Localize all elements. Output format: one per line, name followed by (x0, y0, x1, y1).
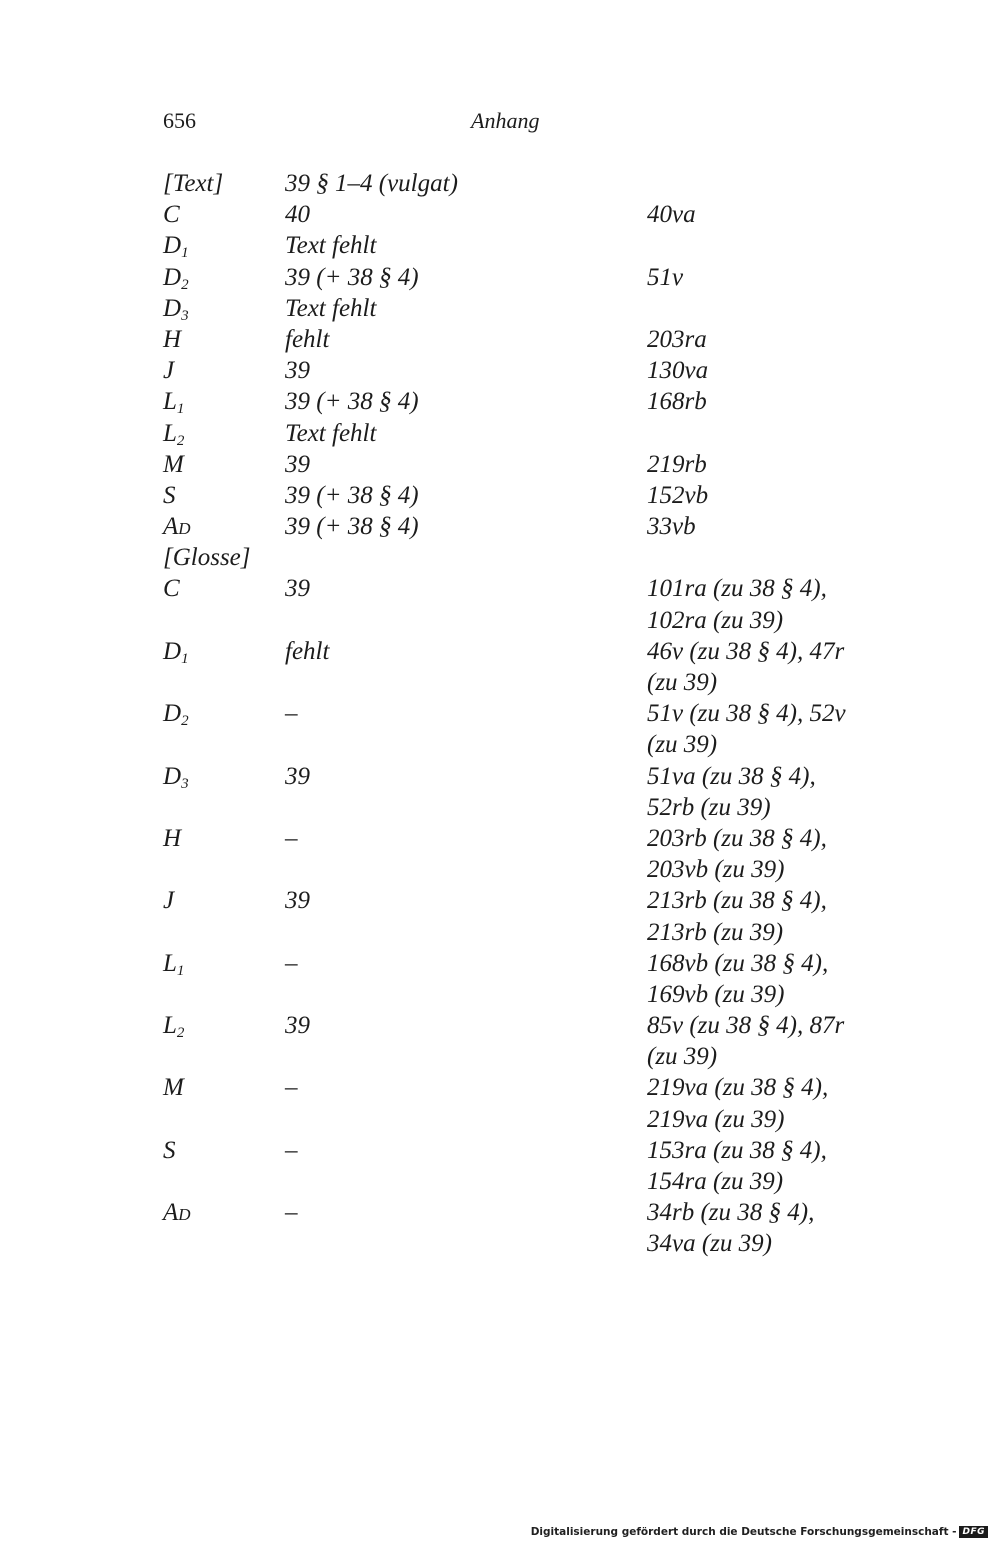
siglum-letter: C (163, 201, 180, 229)
chapter-reference: 39 (285, 357, 310, 385)
folio-reference (647, 199, 863, 230)
siglum-letter: L (163, 949, 177, 977)
manuscript-siglum (163, 511, 285, 542)
siglum-letter: [Glosse] (163, 544, 251, 572)
folio-reference (647, 386, 863, 417)
folio-reference (647, 1197, 863, 1259)
folio-line: 168rb (647, 388, 707, 416)
manuscript-siglum (163, 948, 285, 979)
table-row (163, 761, 863, 823)
table-row (163, 418, 863, 449)
folio-line: (zu 39) (647, 731, 718, 759)
folio-reference (647, 480, 863, 511)
table-row (163, 386, 863, 417)
table-row (163, 480, 863, 511)
siglum-subscript: 1 (176, 401, 185, 418)
table-row (163, 293, 863, 324)
folio-line: 213rb (zu 39) (647, 918, 784, 946)
table-row (163, 1010, 863, 1072)
folio-line: 152vb (647, 481, 709, 509)
chapter-reference: – (285, 949, 298, 977)
folio-line: 203rb (zu 38 § 4), (647, 824, 827, 852)
table-row (163, 1072, 863, 1134)
table-row (163, 449, 863, 480)
siglum-letter: C (163, 575, 180, 603)
folio-reference (647, 823, 863, 885)
manuscript-siglum (163, 636, 285, 667)
manuscript-siglum (163, 418, 285, 449)
table-row (163, 511, 863, 542)
chapter-reference: 39 (+ 38 § 4) (285, 513, 419, 541)
folio-reference (647, 542, 863, 573)
folio-line: 51va (zu 38 § 4), (647, 762, 816, 790)
siglum-letter: A (163, 1199, 179, 1227)
folio-line: 203vb (zu 39) (647, 856, 785, 884)
siglum-letter: D (163, 637, 182, 665)
siglum-letter: D (163, 263, 182, 291)
manuscript-siglum (163, 262, 285, 293)
folio-reference (647, 698, 863, 760)
folio-line: 33vb (647, 513, 696, 541)
folio-line: 154ra (zu 39) (647, 1168, 784, 1195)
chapter-reference: 39 (+ 38 § 4) (285, 481, 419, 509)
siglum-letter: H (163, 824, 182, 852)
siglum-subscript: 1 (181, 650, 189, 667)
chapter-reference: 39 (285, 450, 310, 478)
siglum-subscript: 3 (181, 775, 189, 792)
manuscript-siglum (163, 355, 285, 386)
chapter-reference: Text fehlt (285, 294, 377, 322)
folio-reference (647, 449, 863, 480)
folio-line: 219va (zu 39) (647, 1105, 785, 1133)
folio-reference (647, 418, 863, 449)
folio-line: 169vb (zu 39) (647, 980, 785, 1008)
manuscript-siglum (163, 293, 285, 324)
chapter-reference: 39 (285, 762, 310, 790)
siglum-letter: [Text] (163, 170, 224, 197)
folio-reference (647, 1135, 863, 1197)
chapter-reference: fehlt (285, 325, 330, 353)
running-title: Anhang (471, 108, 540, 133)
chapter-reference: Text fehlt (285, 232, 377, 260)
chapter-reference: 39 (285, 575, 310, 603)
siglum-subscript: 1 (176, 962, 185, 979)
folio-line: 51v (zu 38 § 4), 52v (647, 700, 846, 728)
table-row (163, 199, 863, 230)
siglum-letter: J (163, 357, 175, 385)
table-row (163, 698, 863, 760)
folio-line: 219va (zu 38 § 4), (647, 1074, 829, 1102)
siglum-letter: M (163, 1074, 184, 1102)
table-row (163, 542, 863, 573)
folio-line: 52rb (zu 39) (647, 793, 771, 821)
folio-line: 153ra (zu 38 § 4), (647, 1136, 827, 1164)
table-row (163, 885, 863, 947)
chapter-reference: – (285, 1136, 298, 1164)
chapter-reference (285, 542, 647, 573)
folio-line: 130va (647, 357, 709, 385)
manuscript-siglum (163, 885, 285, 916)
chapter-reference: fehlt (285, 637, 330, 665)
dfg-logo: DFG (959, 1526, 988, 1538)
manuscript-siglum (163, 199, 285, 230)
siglum-letter: D (163, 294, 182, 322)
table-row (163, 1197, 863, 1259)
folio-reference (647, 355, 863, 386)
siglum-subscript: 2 (176, 432, 185, 449)
folio-reference (647, 948, 863, 1010)
siglum-subscript: 1 (181, 245, 189, 262)
folio-line: 40va (647, 201, 696, 229)
manuscript-siglum (163, 480, 285, 511)
siglum-letter: L (163, 1012, 177, 1040)
manuscript-siglum (163, 386, 285, 417)
folio-line: 34va (zu 39) (647, 1230, 772, 1258)
page-header (163, 108, 843, 138)
folio-reference (647, 511, 863, 542)
manuscript-siglum (163, 1010, 285, 1041)
siglum-letter: D (163, 762, 182, 790)
folio-reference (647, 636, 863, 698)
table-row (163, 355, 863, 386)
page-number: 656 (163, 108, 196, 133)
folio-reference (647, 293, 863, 324)
folio-line: 101ra (zu 38 § 4), (647, 575, 827, 603)
table-row (163, 573, 863, 635)
chapter-reference: – (285, 1199, 298, 1227)
chapter-reference: 40 (285, 201, 310, 229)
siglum-subscript: 2 (176, 1025, 185, 1042)
manuscript-siglum (163, 542, 285, 573)
manuscript-siglum (163, 449, 285, 480)
chapter-reference: 39 (285, 887, 310, 915)
folio-line: 85v (zu 38 § 4), 87r (647, 1012, 845, 1040)
manuscript-siglum (163, 230, 285, 261)
siglum-letter: S (163, 1136, 176, 1164)
folio-reference (647, 324, 863, 355)
chapter-reference: 39 (+ 38 § 4) (285, 263, 419, 291)
manuscript-siglum (163, 168, 285, 199)
table-row (163, 230, 863, 261)
siglum-letter: A (163, 513, 179, 541)
manuscript-concordance-table (163, 168, 863, 1260)
folio-line: 203ra (647, 325, 707, 353)
siglum-letter: S (163, 481, 176, 509)
chapter-reference: 39 (285, 1012, 310, 1040)
folio-line: 219rb (647, 450, 707, 478)
folio-reference (647, 230, 863, 261)
siglum-letter: D (163, 232, 182, 260)
manuscript-siglum (163, 1072, 285, 1103)
chapter-reference: Text fehlt (285, 419, 377, 447)
folio-reference (647, 1072, 863, 1134)
footer-text: Digitalisierung gefördert durch die Deutsche Forschungsgemeinschaft - (530, 1526, 957, 1538)
chapter-reference: 39 (+ 38 § 4) (285, 388, 419, 416)
folio-line: (zu 39) (647, 1043, 718, 1071)
folio-line: 213rb (zu 38 § 4), (647, 887, 827, 915)
table-row (163, 168, 863, 199)
folio-reference (647, 885, 863, 947)
folio-line: 102ra (zu 39) (647, 606, 784, 634)
folio-line: 46v (zu 38 § 4), 47r (647, 637, 845, 665)
digitization-footer (531, 1526, 988, 1538)
manuscript-siglum (163, 761, 285, 792)
manuscript-siglum (163, 698, 285, 729)
siglum-letter: J (163, 887, 175, 915)
manuscript-siglum (163, 1135, 285, 1166)
manuscript-siglum (163, 823, 285, 854)
table-row (163, 1135, 863, 1197)
siglum-subscript: 2 (181, 276, 189, 293)
table-row (163, 324, 863, 355)
manuscript-siglum (163, 324, 285, 355)
chapter-reference: 39 § 1–4 (vulgat) (285, 170, 458, 197)
folio-reference (647, 168, 863, 199)
folio-line: 51v (647, 263, 684, 291)
chapter-reference: – (285, 1074, 298, 1102)
siglum-subscript: 3 (181, 307, 189, 324)
folio-reference (647, 573, 863, 635)
folio-reference (647, 262, 863, 293)
siglum-letter: M (163, 450, 184, 478)
manuscript-siglum (163, 573, 285, 604)
siglum-letter: D (163, 700, 182, 728)
siglum-letter: H (163, 325, 182, 353)
folio-reference (647, 1010, 863, 1072)
table-row (163, 636, 863, 698)
folio-reference (647, 761, 863, 823)
folio-line: 168vb (zu 38 § 4), (647, 949, 829, 977)
table-row (163, 948, 863, 1010)
table-row (163, 823, 863, 885)
manuscript-siglum (163, 1197, 285, 1228)
folio-line: 34rb (zu 38 § 4), (647, 1199, 815, 1227)
siglum-subscript: 2 (181, 713, 189, 730)
siglum-small-cap: D (178, 519, 191, 539)
siglum-letter: L (163, 388, 177, 416)
siglum-letter: L (163, 419, 177, 447)
folio-line: (zu 39) (647, 669, 718, 696)
chapter-reference: – (285, 700, 298, 728)
siglum-small-cap: D (178, 1205, 191, 1225)
table-row (163, 262, 863, 293)
chapter-reference: – (285, 824, 298, 852)
